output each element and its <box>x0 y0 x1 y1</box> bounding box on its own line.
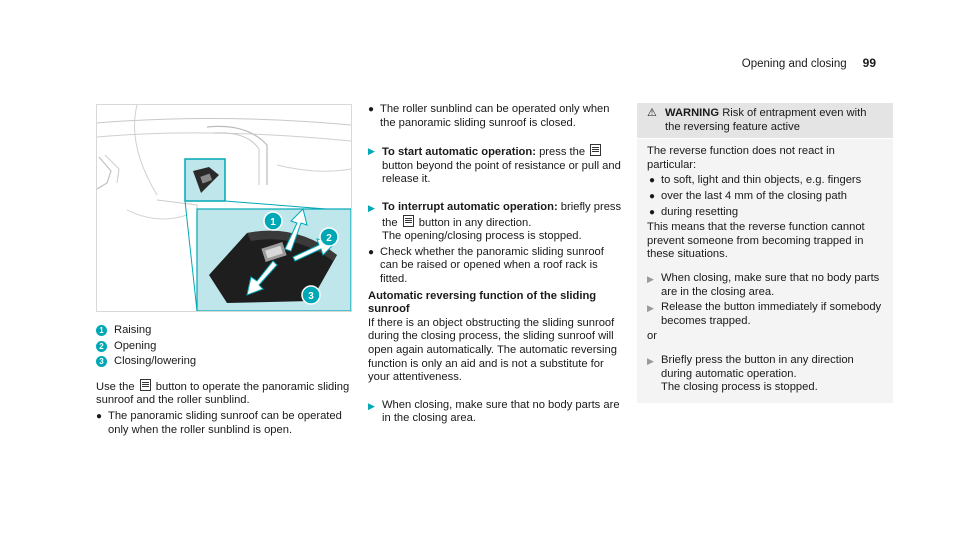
sunroof-switch-illustration <box>96 104 352 312</box>
warning-triangle-icon: ⚠ <box>647 107 657 119</box>
bullet-icon: ● <box>649 175 656 187</box>
section-heading: Automatic reversing function of the sliding sunroof <box>368 289 597 316</box>
list-item <box>368 103 624 130</box>
legend-item-raising <box>96 324 354 338</box>
warning-step <box>647 354 883 395</box>
list-item <box>647 174 883 188</box>
sunroof-switch-icon <box>590 144 601 156</box>
triangle-right-icon: ▶ <box>647 303 654 314</box>
warning-label: WARNING <box>665 107 720 119</box>
or-text: or <box>647 330 657 343</box>
overhead-console-drawing <box>97 105 351 311</box>
legend-badge: 3 <box>96 356 107 367</box>
list-item <box>368 246 624 287</box>
step-start-automatic <box>368 144 624 187</box>
middle-column <box>368 103 624 426</box>
triangle-right-icon: ▶ <box>368 146 375 157</box>
step-text: When closing, make sure that no body parts are in the closing area. <box>382 398 620 425</box>
step-interrupt-automatic <box>368 201 624 244</box>
warning-paragraph: This means that the reverse function cannot prevent someone from becoming trapped in these situations. <box>647 221 865 261</box>
bullet-text: The panoramic sliding sunroof can be operated only when the roller sunblind is open. <box>108 409 342 436</box>
triangle-right-icon: ▶ <box>647 273 654 284</box>
legend-badge: 1 <box>96 325 107 336</box>
bullet-icon: ● <box>368 246 375 258</box>
triangle-right-icon: ▶ <box>368 400 375 411</box>
bullet-text: during resetting <box>661 205 739 218</box>
step-title: To start automatic operation: <box>382 146 536 159</box>
bullet-icon: ● <box>96 410 103 422</box>
bullet-text: The roller sunblind can be operated only when the panoramic sliding sunroof is closed. <box>380 103 610 129</box>
step-text-b: button in any direction. <box>418 216 532 229</box>
bullet-icon: ● <box>368 104 375 115</box>
section-paragraph: If there is an object obstructing the sliding sunroof during the closing process, the sliding sunroof will open again automatically. The automatic reversing function is only an aid and is not a substitute for your attentiveness. <box>368 316 617 384</box>
marker-2: 2 <box>326 233 332 244</box>
list-item <box>647 190 883 204</box>
list-item <box>96 410 354 437</box>
step-text: When closing, make sure that no body parts are in the closing area. <box>661 271 880 298</box>
warning-body <box>637 139 893 403</box>
warning-title: Risk of entrapment even with the reversing feature active <box>665 107 867 133</box>
warning-step <box>647 301 883 328</box>
triangle-right-icon: ▶ <box>647 355 654 366</box>
legend-item-opening <box>96 340 354 354</box>
warning-step <box>647 272 883 299</box>
intro-text-a: Use the <box>96 380 135 393</box>
warning-box <box>637 103 893 403</box>
bullet-text: to soft, light and thin objects, e.g. fingers <box>661 174 862 187</box>
step-result: The closing process is stopped. <box>661 381 818 394</box>
list-item <box>647 206 883 220</box>
triangle-right-icon: ▶ <box>368 202 375 213</box>
bullet-text: Check whether the panoramic sliding sunroof can be raised or opened when a roof rack is fitted. <box>380 245 604 285</box>
step-title: To interrupt automatic operation: <box>382 200 558 213</box>
legend-item-closing <box>96 355 354 369</box>
warning-intro: The reverse function does not react in particular: <box>647 145 835 171</box>
bullet-icon: ● <box>649 190 656 202</box>
sunroof-switch-icon <box>140 379 151 391</box>
step-text-b: button beyond the point of resistance or pull and release it. <box>382 159 621 186</box>
intro-text-b: button to operate the panoramic sliding sunroof and the roller sunblind. <box>96 380 350 407</box>
page-title: Opening and closing <box>741 58 847 70</box>
sunroof-switch-icon <box>403 215 414 227</box>
marker-1: 1 <box>270 217 276 228</box>
step-text-a: press the <box>539 146 586 159</box>
legend-label: Opening <box>114 339 157 352</box>
step-closing-safety <box>368 399 624 426</box>
left-column <box>96 324 354 439</box>
intro-paragraph <box>96 379 354 408</box>
legend-label: Closing/lowering <box>114 355 197 368</box>
step-text: Release the button immediately if somebody becomes trapped. <box>661 301 882 327</box>
legend-badge: 2 <box>96 341 107 352</box>
step-text-a: briefly press the <box>382 200 622 229</box>
bullet-icon: ● <box>649 206 656 218</box>
step-result: The opening/closing process is stopped. <box>382 230 582 243</box>
legend-label: Raising <box>114 324 152 336</box>
marker-3: 3 <box>308 291 314 302</box>
page-header <box>742 57 876 72</box>
warning-header <box>637 103 893 139</box>
bullet-text: over the last 4 mm of the closing path <box>661 189 847 202</box>
step-text: Briefly press the button in any direction during automatic operation. <box>661 353 854 380</box>
page-number: 99 <box>862 56 876 70</box>
